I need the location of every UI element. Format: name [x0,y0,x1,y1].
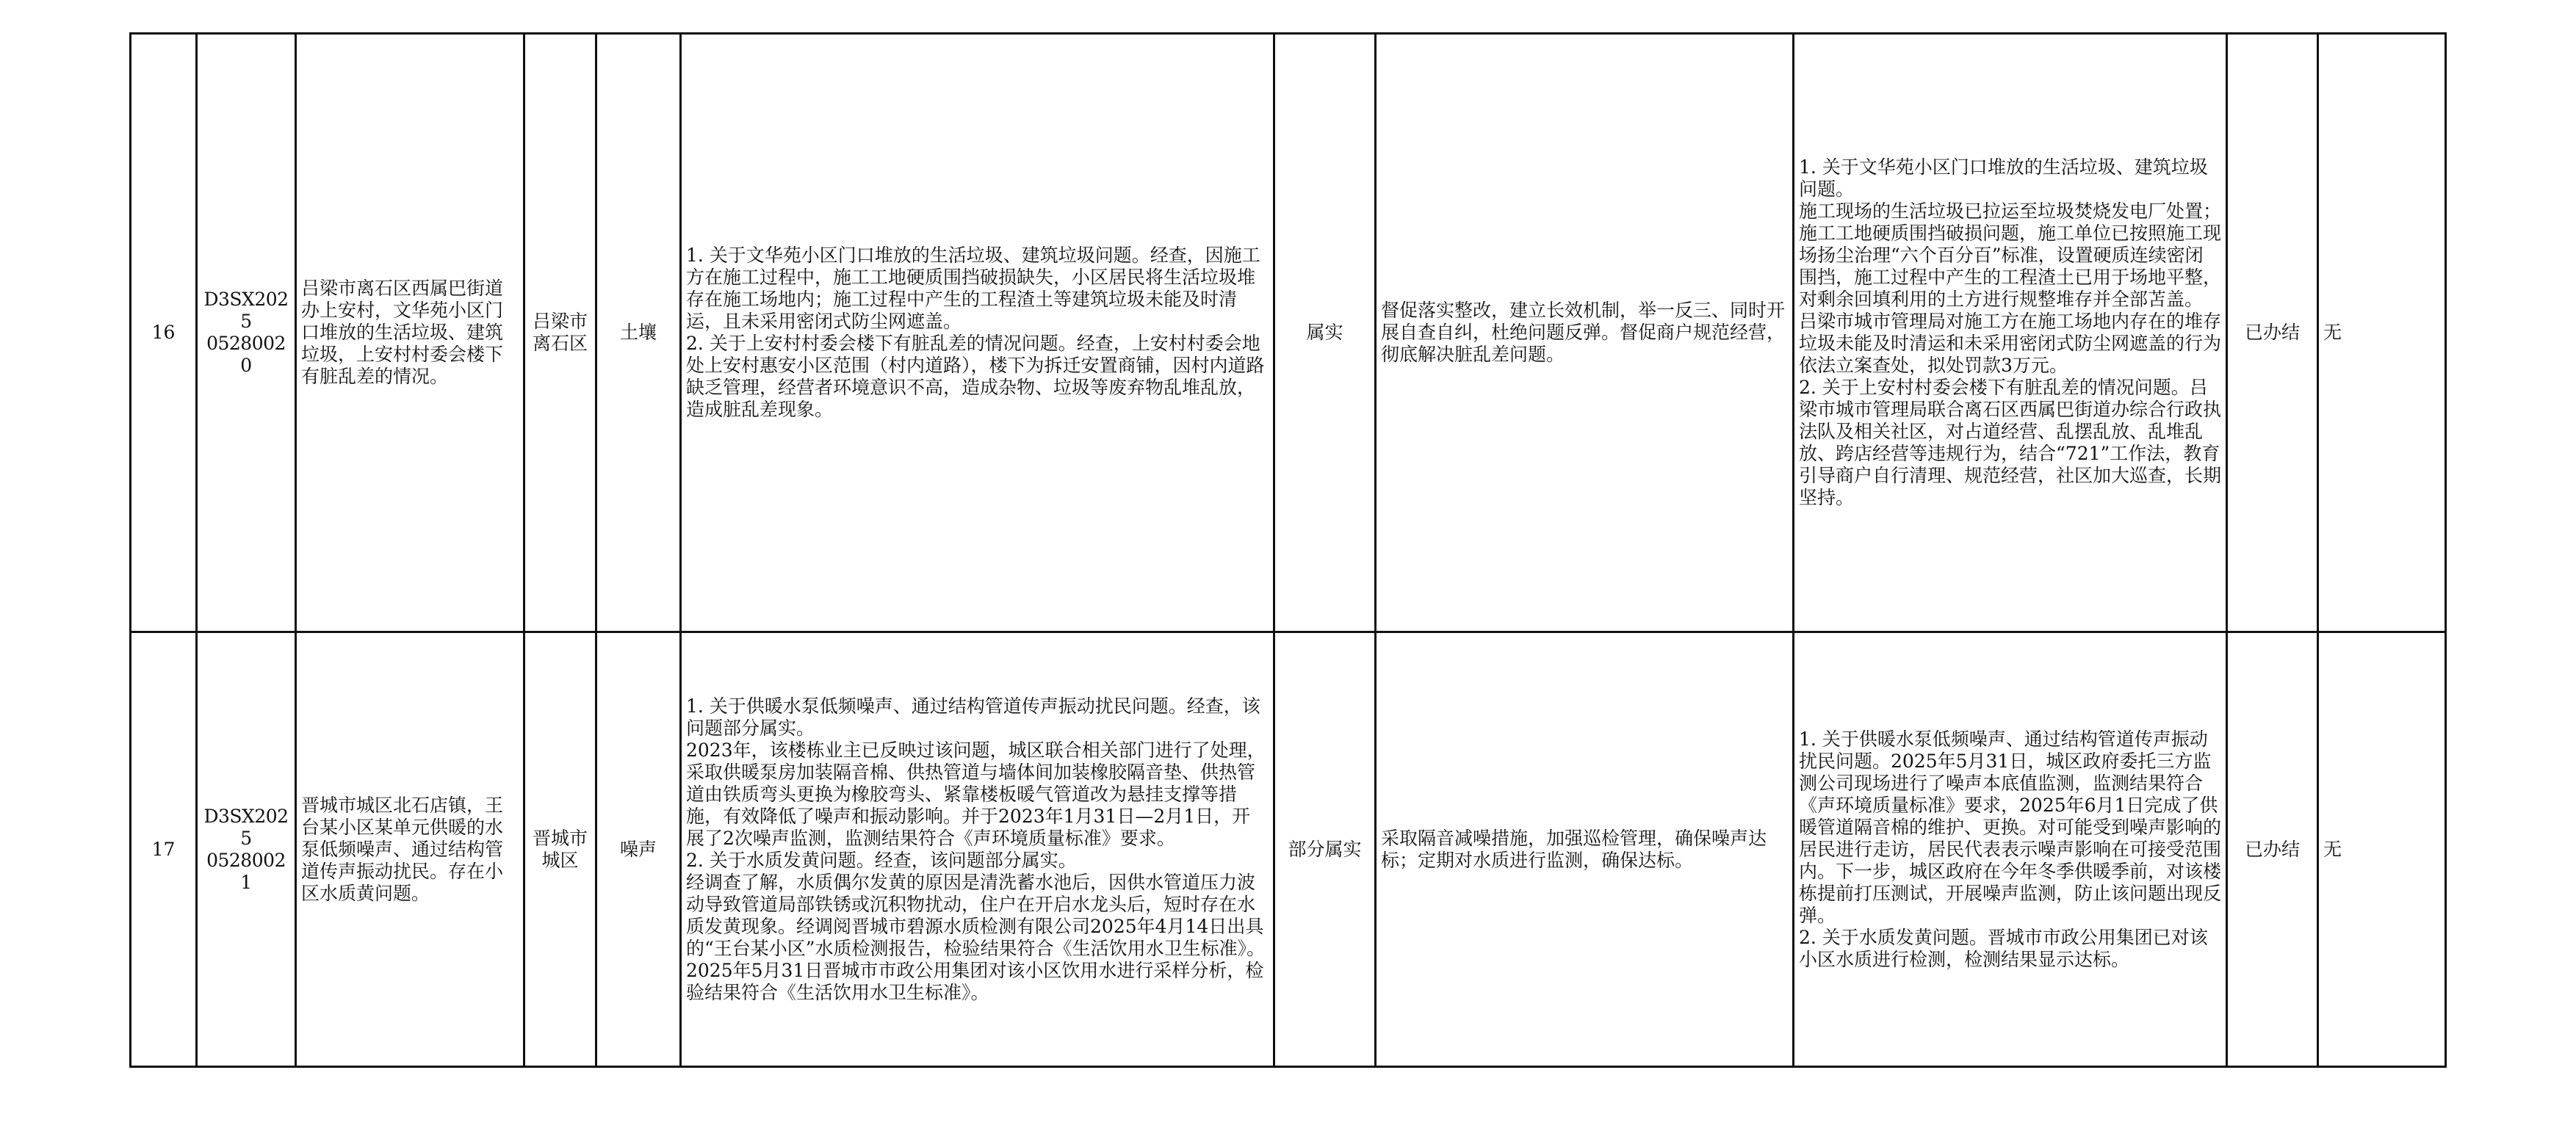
seq-cell: 16 [131,34,197,632]
verdict-cell: 部分属实 [1274,632,1376,1067]
case-code-cell: D3SX2025 05280020 [197,34,296,632]
petition-table [129,32,2447,1068]
handling-cell: 1. 关于文华苑小区门口堆放的生活垃圾、建筑垃圾问题。 施工现场的生活垃圾已拉运至垃圾焚烧发电厂处置；施工工地硬质围挡破损问题，施工单位已按照施工现场扬尘治理“六个百分百”标准，设置硬质连续密闭围挡，施工过程中产生的工程渣土已用于场地平整，对剩余回填利用的土方进行规整堆存并全部苫盖。 吕梁市城市管理局对施工方在施工场地内存在的堆存垃圾未能及时清运和未采用密闭式防尘网遮盖的行为依法立案查处，拟处罚款3万元。 2. 关于上安村村委会楼下有脏乱差的情况问题。吕梁市城市管理局联合离石区西属巴街道办综合行政执法队及相关社区，对占道经营、乱摆乱放、乱堆乱放、跨店经营等违规行为，结合“721”工作法，教育引导商户自行清理、规范经营，社区加大巡查，长期坚持。 [1794,34,2227,632]
findings-cell: 1. 关于文华苑小区门口堆放的生活垃圾、建筑垃圾问题。经查，因施工方在施工过程中，施工工地硬质围挡破损缺失，小区居民将生活垃圾堆存在施工场地内；施工过程中产生的工程渣土等建筑垃圾未能及时清运，且未采用密闭式防尘网遮盖。 2. 关于上安村村委会楼下有脏乱差的情况问题。经查，上安村村委会地处上安村惠安小区范围（村内道路），楼下为拆迁安置商铺，因村内道路缺乏管理，经营者环境意识不高，造成杂物、垃圾等废弃物乱堆乱放，造成脏乱差现象。 [681,34,1274,632]
requirement-cell: 督促落实整改，建立长效机制，举一反三、同时开展自查自纠，杜绝问题反弹。督促商户规范经营，彻底解决脏乱差问题。 [1376,34,1794,632]
complaint-cell: 晋城市城区北石店镇，王台某小区某单元供暖的水泵低频噪声、通过结构管道传声振动扰民。存在小区水质黄问题。 [296,632,524,1067]
accountability-cell: 无 [2318,632,2446,1067]
category-cell: 土壤 [596,34,681,632]
seq-cell: 17 [131,632,197,1067]
table-row [131,34,2446,632]
category-cell: 噪声 [596,632,681,1067]
case-code-cell: D3SX2025 05280021 [197,632,296,1067]
status-cell: 已办结 [2227,632,2318,1067]
findings-cell: 1. 关于供暖水泵低频噪声、通过结构管道传声振动扰民问题。经查，该问题部分属实。 2023年，该楼栋业主已反映过该问题，城区联合相关部门进行了处理，采取供暖泵房加装隔音棉、供热管道与墙体间加装橡胶隔音垫、供热管道由铁质弯头更换为橡胶弯头、紧靠楼板暖气管道改为悬挂支撑等措施，有效降低了噪声和振动影响。并于2023年1月31日—2月1日，开展了2次噪声监测，监测结果符合《声环境质量标准》要求。 2. 关于水质发黄问题。经查，该问题部分属实。 经调查了解，水质偶尔发黄的原因是清洗蓄水池后，因供水管道压力波动导致管道局部铁锈或沉积物扰动，住户在开启水龙头后，短时存在水质发黄现象。经调阅晋城市碧源水质检测有限公司2025年4月14日出具的“王台某小区”水质检测报告，检验结果符合《生活饮用水卫生标准》。2025年5月31日晋城市市政公用集团对该小区饮用水进行采样分析，检验结果符合《生活饮用水卫生标准》。 [681,632,1274,1067]
area-cell: 晋城市 城区 [524,632,596,1067]
accountability-cell: 无 [2318,34,2446,632]
area-cell: 吕梁市 离石区 [524,34,596,632]
requirement-cell: 采取隔音减噪措施，加强巡检管理，确保噪声达标；定期对水质进行监测，确保达标。 [1376,632,1794,1067]
table-row [131,632,2446,1067]
complaint-cell: 吕梁市离石区西属巴街道办上安村，文华苑小区门口堆放的生活垃圾、建筑垃圾，上安村村委会楼下有脏乱差的情况。 [296,34,524,632]
verdict-cell: 属实 [1274,34,1376,632]
handling-cell: 1. 关于供暖水泵低频噪声、通过结构管道传声振动扰民问题。2025年5月31日，城区政府委托三方监测公司现场进行了噪声本底值监测，监测结果符合《声环境质量标准》要求，2025年6月1日完成了供暖管道隔音棉的维护、更换。对可能受到噪声影响的居民进行走访，居民代表表示噪声影响在可接受范围内。下一步，城区政府在今年冬季供暖季前，对该楼栋提前打压测试，开展噪声监测，防止该问题出现反弹。 2. 关于水质发黄问题。晋城市市政公用集团已对该小区水质进行检测，检测结果显示达标。 [1794,632,2227,1067]
status-cell: 已办结 [2227,34,2318,632]
